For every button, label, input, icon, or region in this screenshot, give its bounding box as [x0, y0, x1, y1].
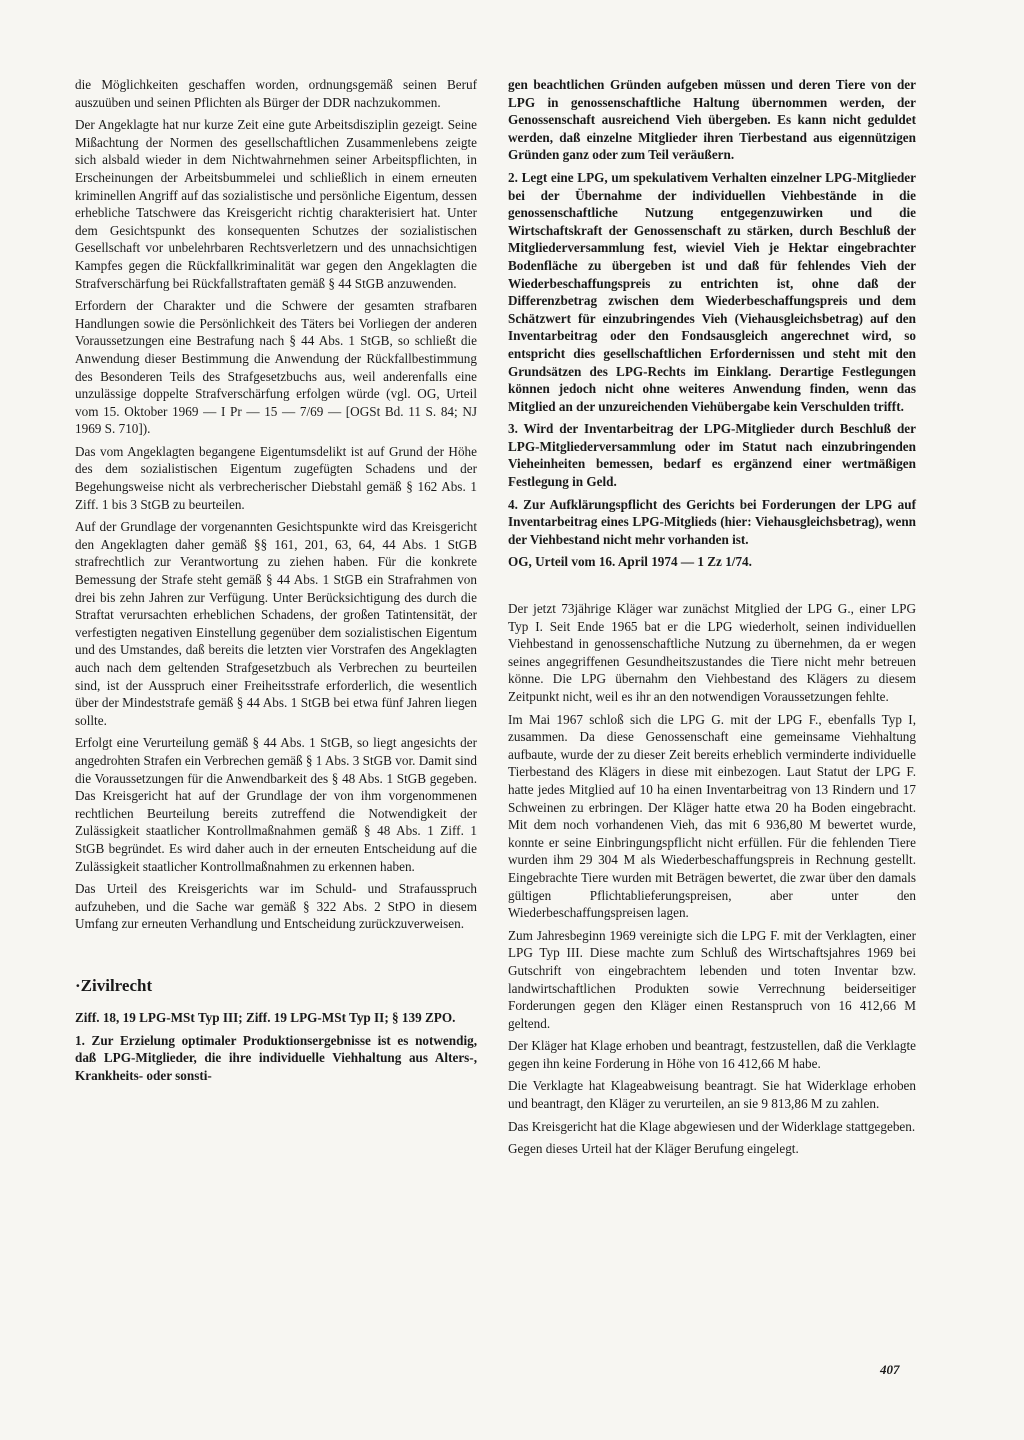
leitsatz-1-start: 1. Zur Erzielung optimaler Produktionsergebnisse ist es notwendig, daß LPG-Mitglieder, die ihre individuelle Viehhaltung aus Alters-, Krankheits- oder sonsti- [75, 1032, 477, 1083]
section-title: ·Zivilrecht [75, 975, 153, 995]
paragraph: Im Mai 1967 schloß sich die LPG G. mit der LPG F., ebenfalls Typ I, zusammen. Da diese Genossenschaft eine gemeinsame Viehhaltung aufbaute, wurde der zu dieser Zeit bereits erheblich verminderte individuelle Tierbestand des Klägers in diese mit einbezogen. Laut Statut der LPG F. hatte jedes Mitglied auf 10 ha einen Inventarbeitrag von 13 Rindern und 17 Schweinen zu erbringen. Der Kläger hatte etwa 20 ha Boden eingebracht. Mit dem noch vorhandenen Vieh, das mit 6 936,80 M bewertet wurde, konnte er seine Einbringungspflicht nicht erfüllen. Für die fehlenden Tiere wurden ihm 29 304 M als Wiederbeschaffungspreis in Rechnung gestellt. Eingebrachte Tiere wurden mit Beträgen bewertet, die zwar über den damals gültigen Pflichtablieferungspreisen, aber unter den Wiederbeschaffungspreisen lagen. [508, 711, 916, 921]
paragraph: Der Kläger hat Klage erhoben und beantragt, festzustellen, daß die Verklagte gegen ihn keine Forderung in Höhe von 16 412,66 M habe. [508, 1038, 916, 1071]
paragraph: Das vom Angeklagten begangene Eigentumsdelikt ist auf Grund der Höhe des dem sozialistischen Eigentum zugefügten Schadens und der Begehungsweise nicht als verbrecherischer Diebstahl gemäß § 162 Abs. 1 Ziff. 1 bis 3 StGB zu beurteilen. [75, 443, 477, 512]
leitsatz-4: 4. Zur Aufklärungspflicht des Gerichts bei Forderungen der LPG auf Inventarbeitrag eines LPG-Mitglieds (hier: Viehausgleichsbetrag), wenn der Viehbestand nicht mehr vorhanden ist. [508, 496, 916, 547]
paragraph: Erfolgt eine Verurteilung gemäß § 44 Abs. 1 StGB, so liegt angesichts der angedrohten Strafen ein Verbrechen gemäß § 1 Abs. 3 StGB vor. Damit sind die Voraussetzungen für die Anwendbarkeit des § 48 Abs. 1 StGB gegeben. Das Kreisgericht hat auf der Grundlage der von ihm vorgenommenen rechtlichen Beurteilung bereits zutreffend die Notwendigkeit der Zulässigkeit staatlicher Kontrollmaßnahmen gemäß § 48 Abs. 1 Ziff. 1 StGB begründet. Es wird daher auch in der erneuten Entscheidung auf die Zulässigkeit staatlicher Kontrollmaßnahmen zu erkennen haben. [75, 735, 477, 874]
paragraph: Das Urteil des Kreisgerichts war im Schuld- und Strafausspruch aufzuheben, und die Sache war gemäß § 322 Abs. 2 StPO in diesem Umfang zur erneuten Verhandlung und Entscheidung zurückzuverweisen. [75, 881, 477, 932]
leitsatz-3: 3. Wird der Inventarbeitrag der LPG-Mitglieder durch Beschluß der LPG-Mitgliederversammlung oder im Statut nach einzubringenden Vieheinheiten bemessen, bedarf es ergänzend einer wertmäßigen Festlegung in Geld. [508, 421, 916, 490]
paragraph: Zum Jahresbeginn 1969 vereinigte sich die LPG F. mit der Verklagten, einer LPG Typ III. Diese machte zum Schluß des Wirtschaftsjahres 1969 bei Gutschrift von eingebrachtem lebenden und toten Inventar bzw. landwirtschaftlichen Produkten sowie Verrechnung beiderseitiger Forderungen gegen den Kläger einen Restanspruch von 16 412,66 M geltend. [508, 927, 916, 1031]
spacer [508, 576, 916, 600]
leitsatz-2: 2. Legt eine LPG, um spekulativem Verhalten einzelner LPG-Mitglieder bei der Übernahme der individuellen Viehbestände in die genossenschaftliche Nutzung entgegenzuwirken und die Wirtschaftskraft der Genossenschaft zu stärken, durch Beschluß der Mitgliederversammlung fest, wieviel Vieh je Hektar eingebrachter Bodenfläche zu übergeben ist und daß für fehlendes Vieh der Wiederbeschaffungspreis zu entrichten ist, ohne daß der Differenzbetrag zwischen dem Wiederbeschaffungspreis und dem Schätzwert für einzubringendes Vieh (Viehausgleichsbetrag) auf den Inventarbeitrag oder den Fondsausgleich angerechnet wird, so entspricht dies gesellschaftlichen Erfordernissen und steht mit den Grundsätzen des LPG-Rechts im Einklang. Derartige Festlegungen können jedoch nicht ohne weiteres Anwendung finden, wenn das Mitglied an der unzureichenden Viehübergabe kein Verschulden trifft. [508, 169, 916, 414]
paragraph: Gegen dieses Urteil hat der Kläger Berufung eingelegt. [508, 1141, 799, 1157]
paragraph: Auf der Grundlage der vorgenannten Gesichtspunkte wird das Kreisgericht den Angeklagten daher gemäß §§ 161, 201, 63, 64, 44 Abs. 1 StGB strafrechtlich zur Verantwortung zu ziehen haben. Für die konkrete Bemessung der Strafe steht gemäß § 44 Abs. 1 StGB ein Strafrahmen von drei bis zehn Jahren zur Verfügung. Unter Berücksichtigung des durch die Straftat verursachten erheblichen Schadens, der großen Tatintensität, der verfestigten negativen Einstellung gegenüber dem sozialistischen Eigentum und des Umstandes, daß bereits die letzten vier Vorstrafen des Angeklagten auch nach dem geltenden Strafgesetzbuch als Verbrechen zu beurteilen sind, ist der Ausspruch einer Freiheitsstrafe erforderlich, die wesentlich über der Mindeststrafe gemäß § 44 Abs. 1 StGB bei etwa fünf Jahren liegen sollte. [75, 519, 477, 728]
paragraph: Der jetzt 73jährige Kläger war zunächst Mitglied der LPG G., einer LPG Typ I. Seit Ende 1965 bat er die LPG wiederholt, seinen individuellen Viehbestand in genossenschaftliche Nutzung zu übernehmen, da er wegen seines angegriffenen Gesundheitszustandes die Tiere nicht mehr betreuen könne. Die LPG übernahm den Viehbestand des Klägers zu diesem Zeitpunkt nicht, weil es ihr an den notwendigen Voraussetzungen fehlte. [508, 601, 916, 704]
paragraph: Der Angeklagte hat nur kurze Zeit eine gute Arbeitsdisziplin gezeigt. Seine Mißachtung der Normen des gesellschaftlichen Zusammenlebens zeigte sich alsbald wieder in dem Nichtwahrnehmen seiner Arbeitspflichten, in Erscheinungen der Arbeitsbummelei und schließlich in einem erneuten kriminellen Angriff auf das sozialistische und persönliche Eigentum, dessen erhebliche Tatschwere das Kreisgericht richtig charakterisiert hat. Unter dem Gesichtspunkt des konsequenten Schutzes der sozialistischen Gesellschaft vor unbelehrbaren Rechtsverletzern und des unnachsichtigen Kampfes gegen die Rückfallkriminalität war gegen den Angeklagten die Strafverschärfung bei Rückfallstraftaten gemäß § 44 StGB anzuwenden. [75, 117, 477, 291]
paragraph: Erfordern der Charakter und die Schwere der gesamten strafbaren Handlungen sowie die Persönlichkeit des Täters bei Vorliegen der anderen Voraussetzungen eine Bestrafung nach § 44 Abs. 1 StGB, so schließt die Anwendung dieser Bestimmung die Anwendung der Rückfallbestimmung des Besonderen Teils des Strafgesetzbuchs aus, weil anderenfalls eine unzulässige doppelte Strafverschärfung erfolgen würde (vgl. OG, Urteil vom 15. Oktober 1969 — I Pr — 15 — 7/69 — [OGSt Bd. 11 S. 84; NJ 1969 S. 710]). [75, 298, 477, 437]
paragraph: Das Kreisgericht hat die Klage abgewiesen und der Widerklage stattgegeben. [508, 1118, 916, 1134]
right-column [508, 76, 916, 1163]
norms-reference: Ziff. 18, 19 LPG-MSt Typ III; Ziff. 19 LPG-MSt Typ II; § 139 ZPO. [75, 1009, 456, 1025]
decision-citation: OG, Urteil vom 16. April 1974 — 1 Zz 1/74. [508, 554, 752, 570]
left-column [75, 76, 477, 1089]
paragraph: die Möglichkeiten geschaffen worden, ordnungsgemäß seinen Beruf auszuüben und seinen Pflichten als Bürger der DDR nachzukommen. [75, 77, 477, 110]
paragraph: Die Verklagte hat Klageabweisung beantragt. Sie hat Widerklage erhoben und beantragt, den Kläger zu verurteilen, an sie 9 813,86 M zu zahlen. [508, 1078, 916, 1112]
page-number: 407 [880, 1362, 900, 1377]
leitsatz-1-end: gen beachtlichen Gründen aufgeben müssen und deren Tiere von der LPG in genossenschaftliche Haltung übernommen werden, der Genossenschaft ausreichend Vieh übergeben. Es kann nicht geduldet werden, daß einzelne Mitglieder ihren Tierbestand aus eigennützigen Gründen ganz oder zum Teil veräußern. [508, 77, 916, 163]
